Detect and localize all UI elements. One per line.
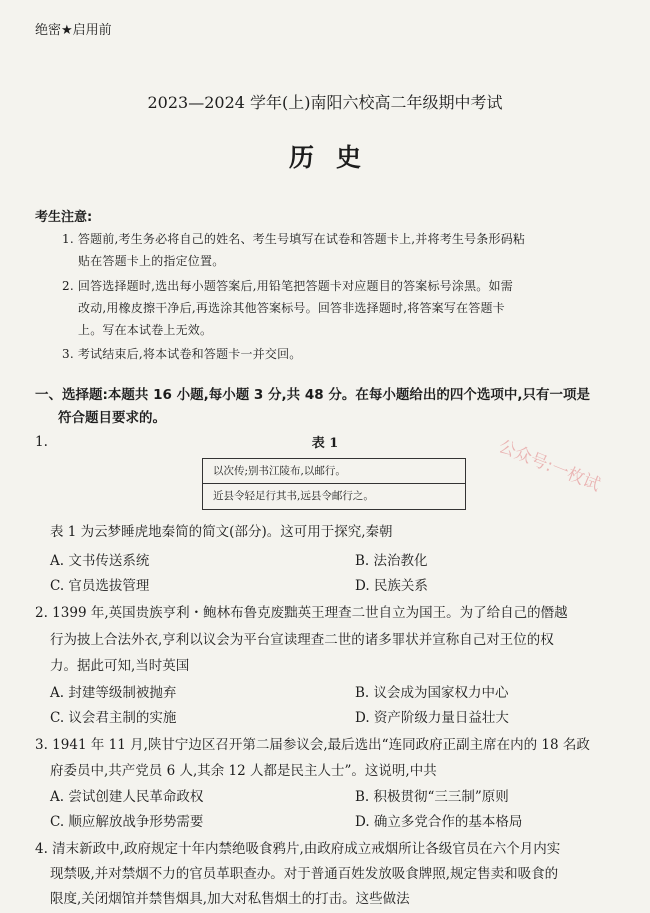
question-stem: 限度,关闭烟馆并禁售烟具,加大对私售烟土的打击。这些做法 bbox=[50, 891, 410, 907]
option-b: B. 议会成为国家权力中心 bbox=[355, 685, 509, 701]
question-stem: 力。据此可知,当时英国 bbox=[50, 658, 190, 674]
option-c: C. 官员选拔管理 bbox=[50, 578, 150, 594]
question-stem: 表 1 为云梦睡虎地秦简的简文(部分)。这可用于探究,秦朝 bbox=[50, 524, 393, 540]
section-heading: 一、选择题:本题共 16 小题,每小题 3 分,共 48 分。在每小题给出的四个选项中,只有一项是 bbox=[35, 387, 590, 403]
table-row: 以次传;别书江陵布,以邮行。 bbox=[203, 459, 465, 484]
table-title: 表 1 bbox=[311, 436, 339, 451]
notice-line: 1. 答题前,考生务必将自己的姓名、考生号填写在试卷和答题卡上,并将考生号条形码粘 bbox=[62, 232, 526, 246]
notice-line: 改动,用橡皮擦干净后,再选涂其他答案标号。回答非选择题时,将答案写在答题卡 bbox=[78, 301, 505, 315]
option-d: D. 资产阶级力量日益壮大 bbox=[355, 710, 509, 726]
option-d: D. 民族关系 bbox=[355, 578, 428, 594]
subject-title: 历史 bbox=[288, 143, 383, 172]
table-row: 近县令轻足行其书,远县令邮行之。 bbox=[213, 490, 374, 502]
question-stem: 府委员中,共产党员 6 人,其余 12 人都是民主人士”。这说明,中共 bbox=[50, 763, 437, 779]
question-stem: 4. 清末新政中,政府规定十年内禁绝吸食鸦片,由政府成立戒烟所让各级官员在六个月内实 bbox=[35, 841, 561, 857]
option-d: D. 确立多党合作的基本格局 bbox=[355, 814, 523, 830]
notice-line: 贴在答题卡上的指定位置。 bbox=[78, 254, 225, 268]
question-stem: 行为披上合法外衣,亨利以议会为平台宣读理查二世的诸多罪状并宣称自己对王位的权 bbox=[50, 632, 554, 648]
option-b: B. 法治教化 bbox=[355, 553, 428, 569]
notice-line: 3. 考试结束后,将本试卷和答题卡一并交回。 bbox=[62, 347, 302, 361]
question-stem: 2. 1399 年,英国贵族亨利・鲍林布鲁克废黜英王理查二世自立为国王。为了给自己的僭越 bbox=[35, 605, 568, 621]
confidential-label: 绝密★启用前 bbox=[35, 23, 112, 38]
option-a: A. 封建等级制被抛弃 bbox=[50, 685, 177, 701]
source-table bbox=[202, 458, 466, 510]
notice-line: 2. 回答选择题时,选出每小题答案后,用铅笔把答题卡对应题目的答案标号涂黑。如需 bbox=[62, 279, 513, 293]
question-stem: 现禁吸,并对禁烟不力的官员革职查办。对于普通百姓发放吸食牌照,规定售卖和吸食的 bbox=[50, 866, 559, 882]
watermark: 公众号:一枚试 bbox=[495, 436, 604, 496]
notice-line: 上。写在本试卷上无效。 bbox=[78, 323, 213, 337]
option-a: A. 文书传送系统 bbox=[50, 553, 150, 569]
option-c: C. 议会君主制的实施 bbox=[50, 710, 177, 726]
option-a: A. 尝试创建人民革命政权 bbox=[50, 789, 204, 805]
question-stem: 3. 1941 年 11 月,陕甘宁边区召开第二届参议会,最后选出“连同政府正副主席在内的 18 名政 bbox=[35, 737, 590, 753]
question-number: 1. bbox=[35, 434, 48, 450]
exam-title: 2023—2024 学年(上)南阳六校高二年级期中考试 bbox=[147, 93, 503, 112]
section-heading-cont: 符合题目要求的。 bbox=[58, 410, 166, 426]
option-c: C. 顺应解放战争形势需要 bbox=[50, 814, 204, 830]
notice-heading: 考生注意: bbox=[35, 210, 93, 225]
option-b: B. 积极贯彻“三三制”原则 bbox=[355, 789, 509, 805]
